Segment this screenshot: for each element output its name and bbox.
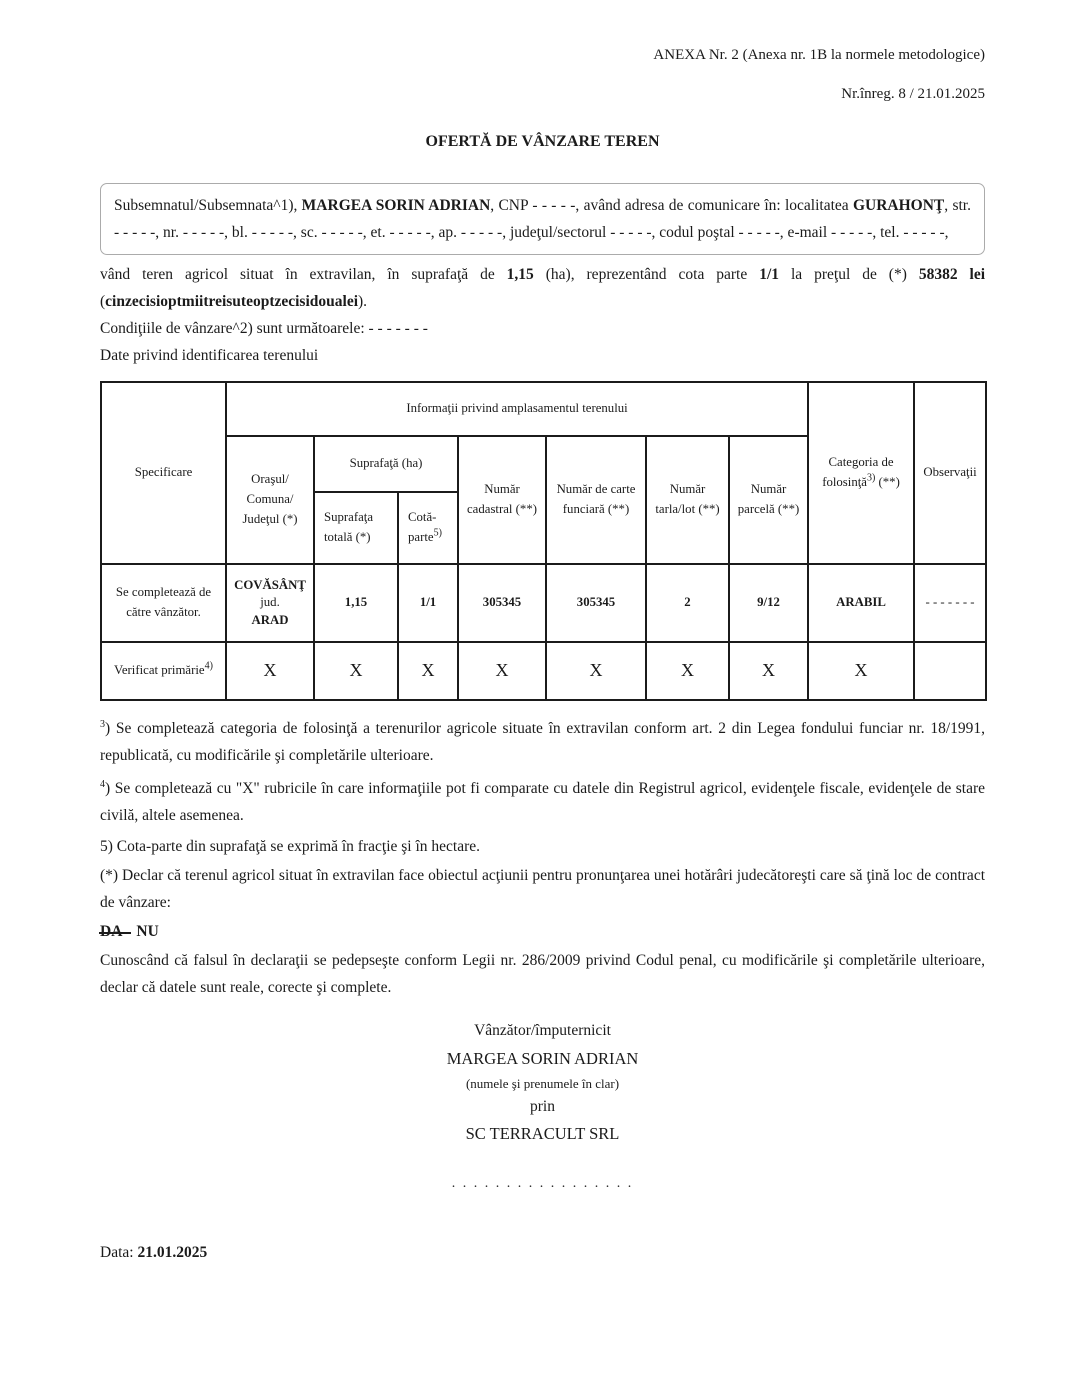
verificat-x-1: X	[226, 642, 314, 700]
price-in-words: cinzecisioptmiitreisuteoptzecisidoualei	[105, 293, 359, 310]
header-cota-text: Cotă-parte	[408, 510, 437, 544]
sale-text-3: la preţul de (*)	[779, 266, 919, 283]
verificat-x-5: X	[546, 642, 646, 700]
date-line	[100, 1244, 985, 1262]
footnote-3-sup: 3	[100, 718, 105, 730]
seller-row-label: Se completează de către vânzător.	[101, 564, 226, 642]
sale-conditions-line: Condiţiile de vânzare^2) sunt următoarele: - - - - - - -	[100, 320, 428, 337]
document-title: OFERTĂ DE VÂNZARE TEREN	[425, 133, 660, 150]
verificat-label-text: Verificat primărie	[114, 663, 205, 678]
header-categoria-text: Categoria de folosinţă	[822, 455, 894, 489]
sale-text-2: (ha), reprezentând cota parte	[533, 266, 760, 283]
verificat-x-2: X	[314, 642, 398, 700]
footnote-4-sup: 4	[100, 778, 105, 790]
date-label: Data:	[100, 1244, 138, 1261]
footnote-5: 5) Cota-parte din suprafaţă se exprimă în fracţie şi în hectare.	[100, 838, 481, 855]
sale-text-4: (	[100, 293, 106, 310]
cell-numar-carte: 305345	[546, 564, 646, 642]
header-numar-carte-funciara: Număr de carte funciară (**)	[546, 436, 646, 564]
land-area-value: 1,15	[506, 266, 534, 283]
cell-suprafata: 1,15	[314, 564, 398, 642]
land-identification-heading: Date privind identificarea terenului	[100, 347, 319, 364]
cell-numar-tarla: 2	[646, 564, 729, 642]
table-header-row-1	[101, 382, 986, 436]
sale-paragraph	[100, 261, 985, 315]
header-numar-tarla: Număr tarla/lot (**)	[646, 436, 729, 564]
declarant-name: MARGEA SORIN ADRIAN	[301, 197, 491, 214]
footnote-3-text: ) Se completează categoria de folosinţă a terenurilor agricole situate în extravilan conform art. 2 din Legea fondului funciar nr. 18/1991, republicată, cu modificările şi completările ulterioare.	[100, 720, 985, 764]
declarant-locality: GURAHONŢ	[852, 197, 945, 214]
signature-name: MARGEA SORIN ADRIAN	[446, 1049, 639, 1068]
locality-name: COVĂSÂNŢ	[234, 578, 306, 593]
header-cota-parte	[398, 492, 458, 564]
declarant-info-box	[100, 183, 985, 255]
sale-text-1: vând teren agricol situat în extravilan, în suprafaţă de	[100, 266, 507, 283]
cell-numar-cadastral: 305345	[458, 564, 546, 642]
header-observatii: Observaţii	[914, 382, 986, 564]
nu-option: NU	[136, 923, 159, 940]
date-value: 21.01.2025	[137, 1244, 208, 1261]
cell-observatii: - - - - - - -	[914, 564, 986, 642]
footnote-4-text: ) Se completează cu "X" rubricile în care informaţiile pot fi comparate cu datele din Registrul agricol, evidenţele fiscale, evidenţele de stare civilă, altele asemenea.	[100, 780, 985, 824]
court-declaration: (*) Declar că terenul agricol situat în extravilan face obiectul acţiunii pentru pronunţarea unei hotărâri judecătoreşti care să ţină loc de contract de vânzare:	[100, 867, 985, 911]
signature-block	[100, 1019, 985, 1192]
price-value: 58382 lei	[918, 266, 986, 283]
verificat-x-8: X	[808, 642, 914, 700]
header-categoria-sup: 3)	[866, 472, 876, 484]
header-categoria	[808, 382, 914, 564]
land-identification-table	[100, 381, 987, 701]
verificat-x-4: X	[458, 642, 546, 700]
share-value: 1/1	[759, 266, 780, 283]
signature-role: Vânzător/împuternicit	[474, 1022, 611, 1039]
header-oras-comuna-judet: Oraşul/ Comuna/ Judeţul (*)	[226, 436, 314, 564]
document-content	[0, 47, 1082, 1262]
verificat-x-7: X	[729, 642, 808, 700]
cell-locality	[226, 564, 314, 642]
signature-prin: prin	[530, 1098, 555, 1115]
verificat-x-3: X	[398, 642, 458, 700]
declarant-address-rest: , str. - - - - -, nr. - - - - -, bl. - - - - -, sc. - - - - -, et. - - - - -, ap. - - - - -, judeţul/sectorul - - - - -, codul poştal - - - - -, e-mail - - - - -, tel. - - - - -,	[114, 197, 971, 241]
footnote-3	[100, 715, 985, 769]
signature-dotted-line: . . . . . . . . . . . . . . . . .	[451, 1176, 634, 1191]
annex-heading: ANEXA Nr. 2 (Anexa nr. 1B la normele metodologice)	[653, 47, 985, 63]
declarant-prefix: Subsemnatul/Subsemnata^1),	[114, 197, 302, 214]
declarant-cnp-address: , CNP - - - - -, având adresa de comunicare în: localitatea	[490, 197, 853, 214]
declarant-paragraph	[114, 192, 971, 246]
locality-county: ARAD	[251, 612, 289, 627]
header-numar-parcela: Număr parcelă (**)	[729, 436, 808, 564]
signature-name-note: (numele şi prenumele în clar)	[465, 1076, 620, 1091]
header-suprafata-totala: Suprafaţa totală (*)	[314, 492, 398, 564]
verificat-label-sup: 4)	[204, 660, 213, 672]
seller-data-row	[101, 564, 986, 642]
header-info-group: Informaţii privind amplasamentul terenului	[226, 382, 808, 436]
cell-numar-parcela: 9/12	[729, 564, 808, 642]
sale-text-5: ).	[358, 293, 368, 310]
penal-code-statement: Cunoscând că falsul în declaraţii se pedepseşte conform Legii nr. 286/2009 privind Codul penal, cu modificările şi completările ulterioare, declar că datele sunt reale, corecte şi complete.	[100, 952, 985, 996]
verificat-row-label	[101, 642, 226, 700]
verificat-x-6: X	[646, 642, 729, 700]
verificat-row	[101, 642, 986, 700]
da-option-struck: DA	[100, 918, 122, 945]
header-categoria-suffix: (**)	[875, 475, 900, 489]
header-cota-sup: 5)	[433, 527, 442, 539]
verificat-observatii-empty	[914, 642, 986, 700]
locality-jud: jud.	[260, 595, 280, 610]
cell-cota: 1/1	[398, 564, 458, 642]
signature-company: SC TERRACULT SRL	[465, 1124, 620, 1143]
header-numar-cadastral: Număr cadastral (**)	[458, 436, 546, 564]
registration-number: Nr.înreg. 8 / 21.01.2025	[841, 86, 985, 102]
header-suprafata-group: Suprafaţă (ha)	[314, 436, 458, 492]
cell-categoria: ARABIL	[808, 564, 914, 642]
da-nu-choice	[100, 918, 985, 945]
header-specificare: Specificare	[101, 382, 226, 564]
footnote-4	[100, 775, 985, 829]
